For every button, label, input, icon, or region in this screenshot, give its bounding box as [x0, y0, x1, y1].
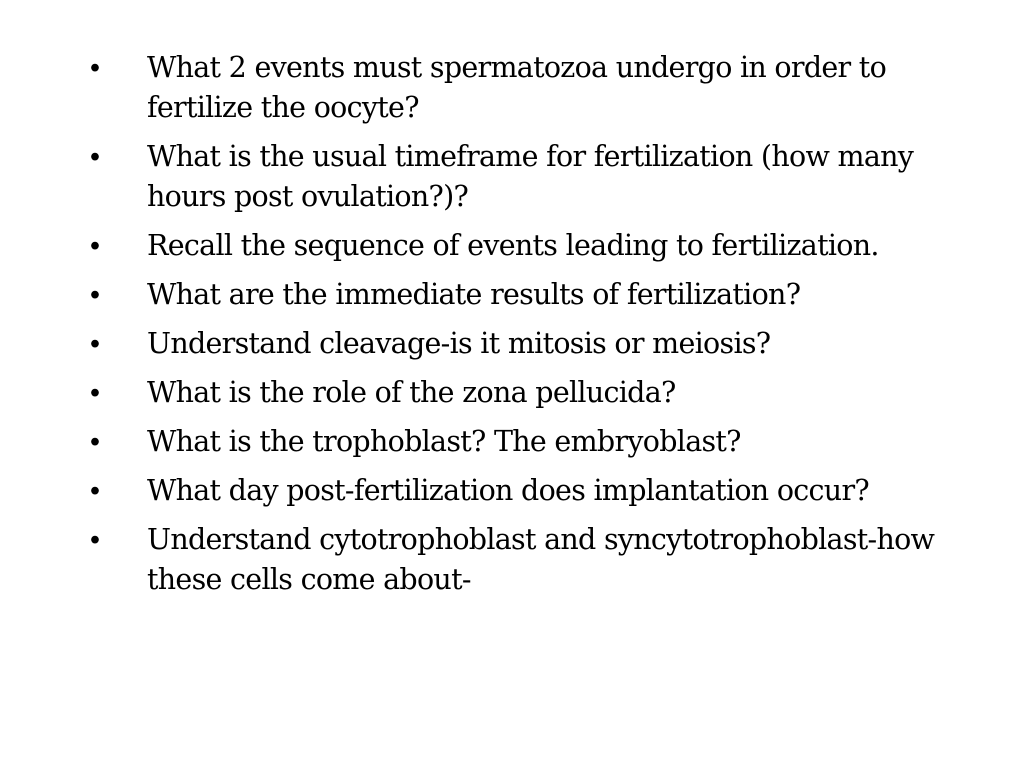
list-item	[90, 520, 970, 600]
list-item	[90, 137, 970, 217]
list-item	[90, 422, 970, 462]
list-item	[90, 48, 970, 128]
question-list	[90, 48, 970, 609]
question-text: What are the immediate results of fertilization?	[147, 278, 801, 311]
bullet-icon: •	[90, 230, 100, 262]
bullet-icon: •	[90, 426, 100, 458]
bullet-icon: •	[90, 524, 100, 556]
bullet-icon: •	[90, 52, 100, 84]
list-item	[90, 471, 970, 511]
question-text: Understand cleavage-is it mitosis or meiosis?	[147, 327, 771, 360]
question-text: What day post-fertilization does implantation occur?	[147, 474, 869, 507]
bullet-icon: •	[90, 279, 100, 311]
question-text: Recall the sequence of events leading to fertilization.	[147, 229, 879, 262]
list-item	[90, 226, 970, 266]
question-text: What is the usual timeframe for fertilization (how many hours post ovulation?)?	[147, 140, 914, 213]
list-item	[90, 275, 970, 315]
question-text: What is the trophoblast? The embryoblast?	[147, 425, 741, 458]
bullet-icon: •	[90, 377, 100, 409]
list-item	[90, 373, 970, 413]
question-text: What is the role of the zona pellucida?	[147, 376, 676, 409]
bullet-icon: •	[90, 328, 100, 360]
list-item	[90, 324, 970, 364]
bullet-icon: •	[90, 475, 100, 507]
bullet-icon: •	[90, 141, 100, 173]
question-text: Understand cytotrophoblast and syncytotrophoblast-how these cells come about-	[147, 523, 935, 596]
question-text: What 2 events must spermatozoa undergo in order to fertilize the oocyte?	[147, 51, 887, 124]
